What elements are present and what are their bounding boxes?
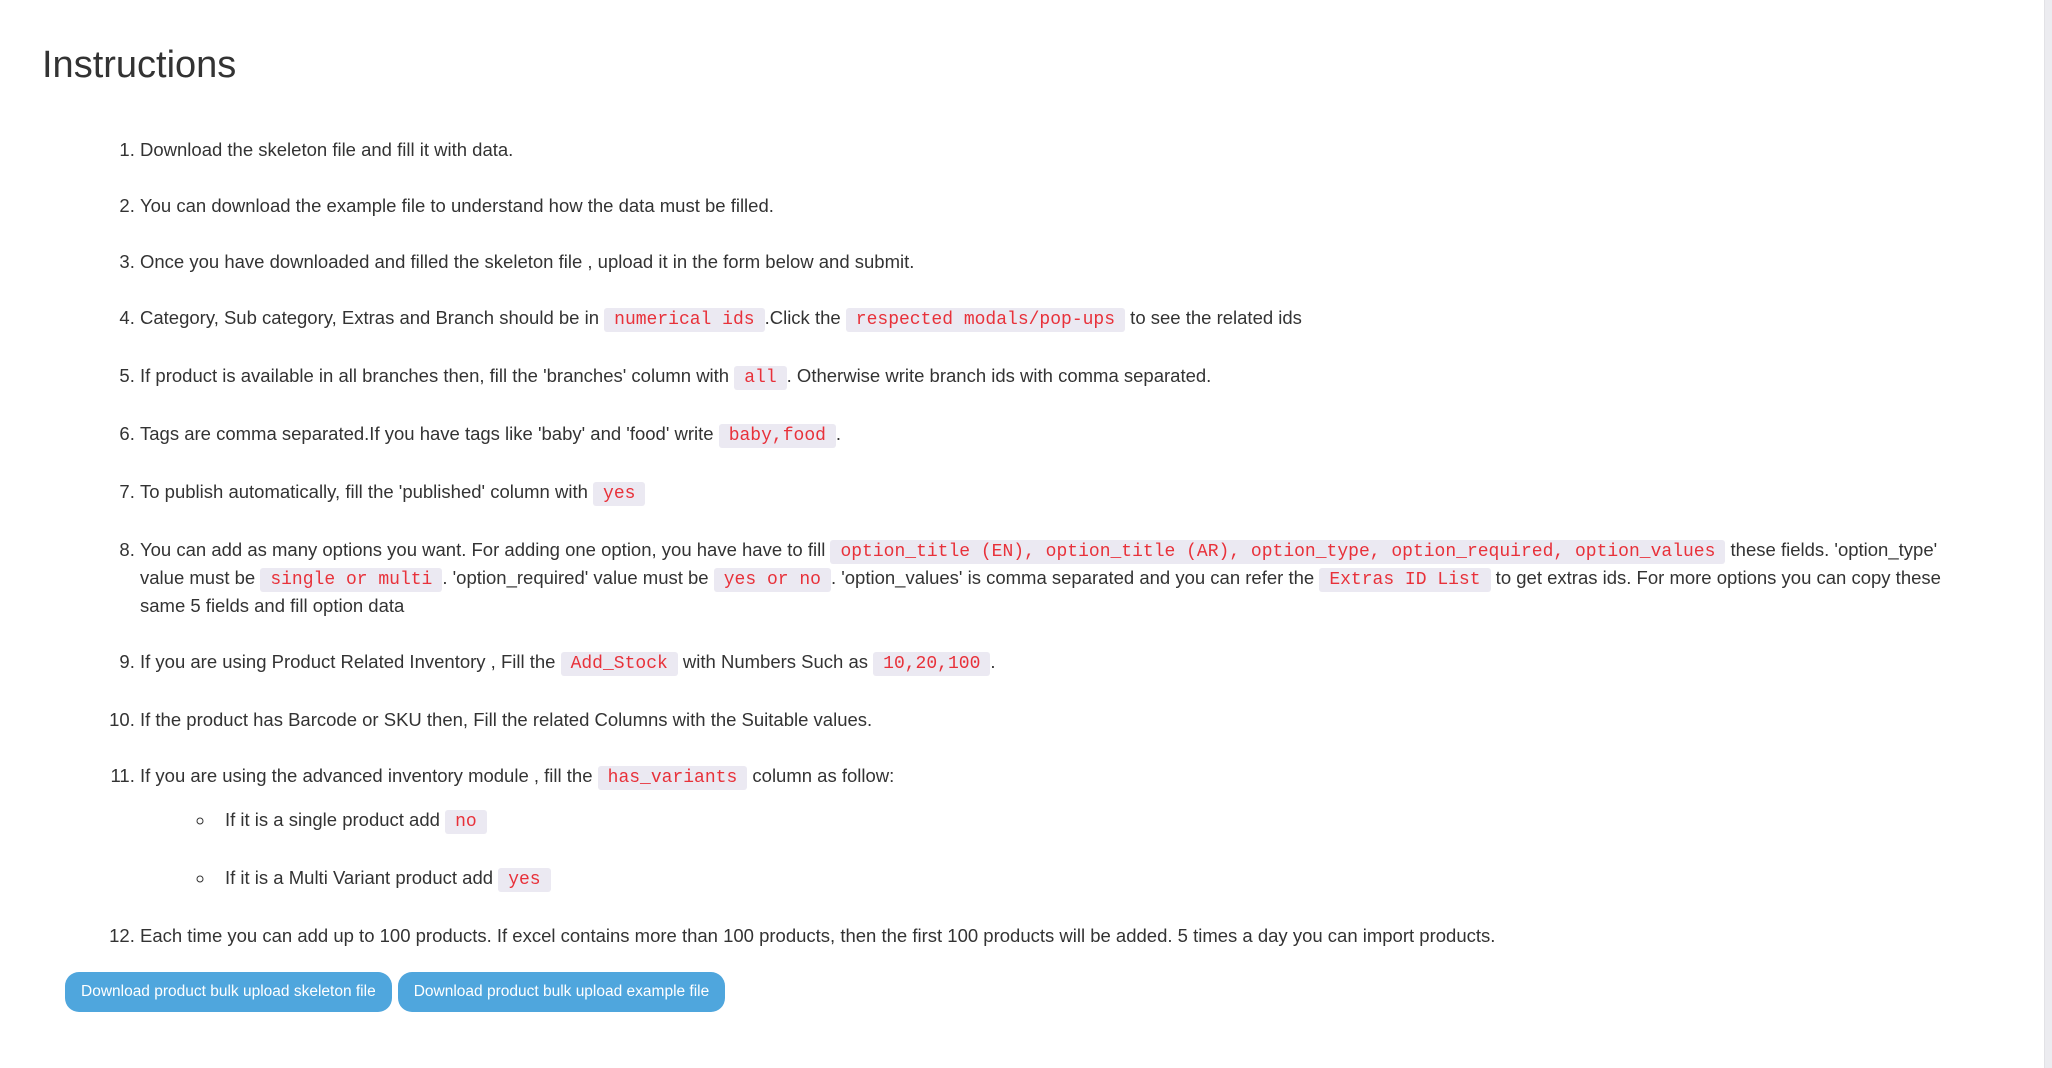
list-item [140,249,1970,275]
list-item [140,707,1970,733]
list-item [140,923,1970,949]
item-text: If it is a Multi Variant product add [225,867,499,888]
code-snippet: all [734,366,786,390]
code-snippet: single or multi [260,568,442,592]
item-text: with Numbers Such as [677,651,874,672]
code-snippet: option_title (EN), option_title (AR), option_type, option_required, option_values [830,540,1725,564]
item-text: You can download the example file to understand how the data must be filled. [140,195,774,216]
sub-list-item [215,807,1970,835]
code-snippet: respected modals/pop-ups [846,308,1125,332]
scrollbar[interactable] [2044,0,2052,1068]
instructions-list [0,137,1970,979]
code-snippet: Add_Stock [561,652,678,676]
code-snippet: has_variants [598,766,748,790]
item-text: To publish automatically, fill the 'published' column with [140,481,594,502]
item-text: Tags are comma separated.If you have tags like 'baby' and 'food' write [140,423,719,444]
item-text: these fields. 'option_type' value must be [140,539,1938,588]
code-snippet: baby,food [719,424,836,448]
code-snippet: 10,20,100 [873,652,990,676]
item-text: . 'option_required' value must be [442,567,714,588]
item-text: Each time you can add up to 100 products. If excel contains more than 100 products, then the first 100 products will be added. 5 times a day you can import products. [140,925,1496,946]
code-snippet: yes or no [714,568,831,592]
item-text: If it is a single product add [225,809,446,830]
item-text: If you are using Product Related Inventory , Fill the [140,651,561,672]
item-text: . [835,423,842,444]
list-item [140,421,1970,449]
list-item [140,479,1970,507]
item-text: If the product has Barcode or SKU then, Fill the related Columns with the Suitable values. [140,709,873,730]
list-item [140,537,1970,619]
list-item [140,193,1970,219]
code-snippet: numerical ids [604,308,764,332]
item-text: Download the skeleton file and fill it with data. [140,139,514,160]
item-text: column as follow: [747,765,895,786]
list-item [140,763,1970,893]
download-buttons [65,972,725,1012]
code-snippet: Extras ID List [1319,568,1490,592]
item-text: Category, Sub category, Extras and Branch should be in [140,307,605,328]
item-text: Once you have downloaded and filled the skeleton file , upload it in the form below and submit. [140,251,915,272]
code-snippet: no [445,810,487,834]
list-item [140,137,1970,163]
item-text: . [990,651,996,672]
item-text: . 'option_values' is comma separated and you can refer the [830,567,1320,588]
sub-list-item [215,865,1970,893]
item-text: . Otherwise write branch ids with comma separated. [786,365,1212,386]
code-snippet: yes [593,482,645,506]
sub-list [140,807,1970,893]
list-item [140,363,1970,391]
list-item [140,649,1970,677]
code-snippet: yes [498,868,550,892]
download-example-button[interactable]: Download product bulk upload example file [398,972,726,1012]
item-text: You can add as many options you want. For adding one option, you have have to fill [140,539,831,560]
item-text: to get extras ids. For more options you can copy these same 5 fields and fill option data [140,567,1941,616]
page-title: Instructions [42,44,237,86]
item-text: to see the related ids [1125,307,1302,328]
item-text: If product is available in all branches then, fill the 'branches' column with [140,365,735,386]
item-text: .Click the [764,307,846,328]
list-item [140,305,1970,333]
download-skeleton-button[interactable]: Download product bulk upload skeleton file [65,972,392,1012]
item-text: If you are using the advanced inventory module , fill the [140,765,598,786]
